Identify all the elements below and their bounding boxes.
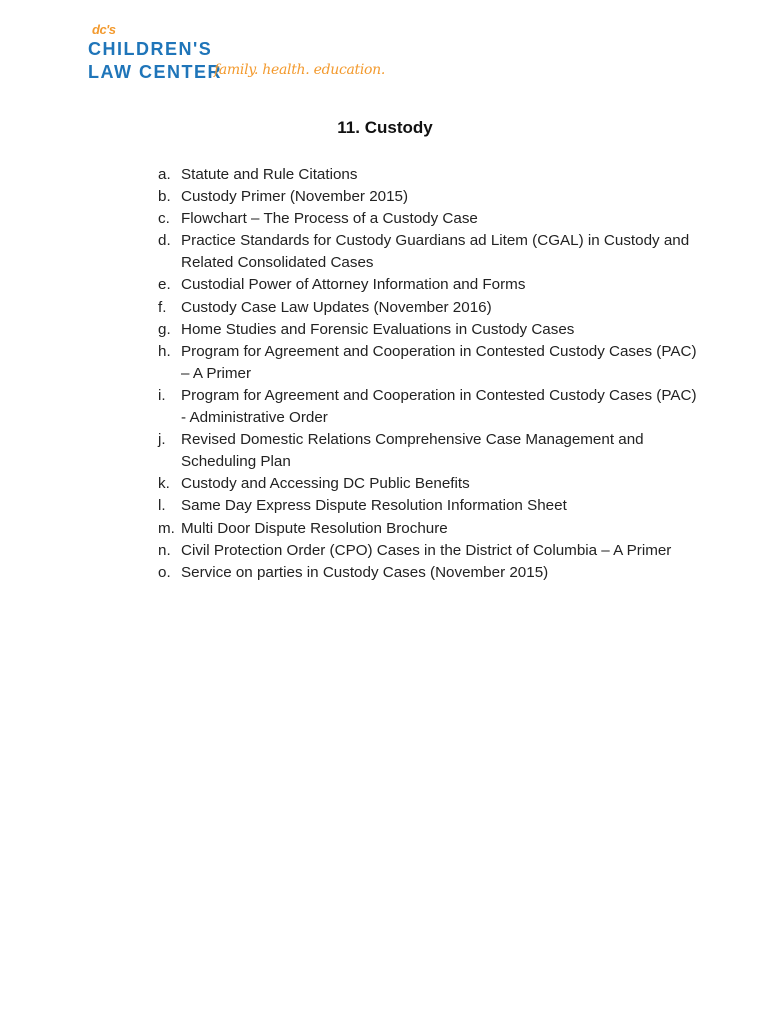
list-item-text: Civil Protection Order (CPO) Cases in the District of Columbia – A Primer xyxy=(181,541,672,559)
list-marker: j. xyxy=(158,431,166,449)
list-item xyxy=(158,562,698,584)
list-item-text: Multi Door Dispute Resolution Brochure xyxy=(181,519,448,537)
list-marker: l. xyxy=(158,497,166,515)
list-item xyxy=(158,540,698,562)
list-item xyxy=(158,274,698,296)
list-item-text: Program for Agreement and Cooperation in Contested Custody Cases (PAC) – A Primer xyxy=(181,342,697,382)
list-marker: c. xyxy=(158,210,170,228)
list-item xyxy=(158,208,698,230)
list-item-text: Statute and Rule Citations xyxy=(181,166,358,183)
list-marker: d. xyxy=(158,232,171,250)
list-item-text: Practice Standards for Custody Guardians ad Litem (CGAL) in Custody and Related Consolidated Cases xyxy=(181,232,690,272)
list-marker: e. xyxy=(158,276,171,294)
list-marker: n. xyxy=(158,541,171,559)
list-item xyxy=(158,518,698,540)
list-item-text: Service on parties in Custody Cases (November 2015) xyxy=(181,563,549,581)
list-item xyxy=(158,341,698,385)
list-item xyxy=(158,164,698,186)
list-item-text: Custodial Power of Attorney Information and Forms xyxy=(181,276,526,294)
list-item xyxy=(158,186,698,208)
list-item-text: Same Day Express Dispute Resolution Information Sheet xyxy=(181,497,567,515)
list-item-text: Custody Primer (November 2015) xyxy=(181,188,409,206)
list-item-text: Revised Domestic Relations Comprehensive Case Management and Scheduling Plan xyxy=(181,431,644,471)
logo-small-text: dc's xyxy=(92,22,116,37)
list-item xyxy=(158,495,698,517)
list-marker: i. xyxy=(158,386,166,404)
list-item xyxy=(158,429,698,473)
page-title: 11. Custody xyxy=(337,118,433,137)
list-item xyxy=(158,230,698,274)
list-item-text: Custody Case Law Updates (November 2016) xyxy=(181,298,492,316)
list-item xyxy=(158,297,698,319)
list-marker: m. xyxy=(158,519,175,537)
list-marker: b. xyxy=(158,188,171,206)
logo-line-law-center: LAW CENTER xyxy=(88,62,222,82)
list-item xyxy=(158,319,698,341)
list-marker: g. xyxy=(158,320,171,338)
list-item-text: Custody and Accessing DC Public Benefits xyxy=(181,475,470,493)
list-item xyxy=(158,385,698,429)
list-item xyxy=(158,473,698,495)
list-marker: h. xyxy=(158,342,171,360)
list-marker: k. xyxy=(158,475,170,493)
organization-logo xyxy=(86,22,386,94)
list-item-text: Home Studies and Forensic Evaluations in Custody Cases xyxy=(181,320,575,338)
logo-line-childrens: CHILDREN'S xyxy=(88,39,213,59)
list-item-text: Program for Agreement and Cooperation in Contested Custody Cases (PAC) - Administrative Order xyxy=(181,386,697,427)
document-list xyxy=(158,164,698,584)
list-item-text: Flowchart – The Process of a Custody Case xyxy=(181,210,478,228)
list-marker: a. xyxy=(158,166,171,183)
list-marker: f. xyxy=(158,298,167,316)
list-marker: o. xyxy=(158,563,171,581)
logo-tagline: family. health. education. xyxy=(214,62,386,78)
